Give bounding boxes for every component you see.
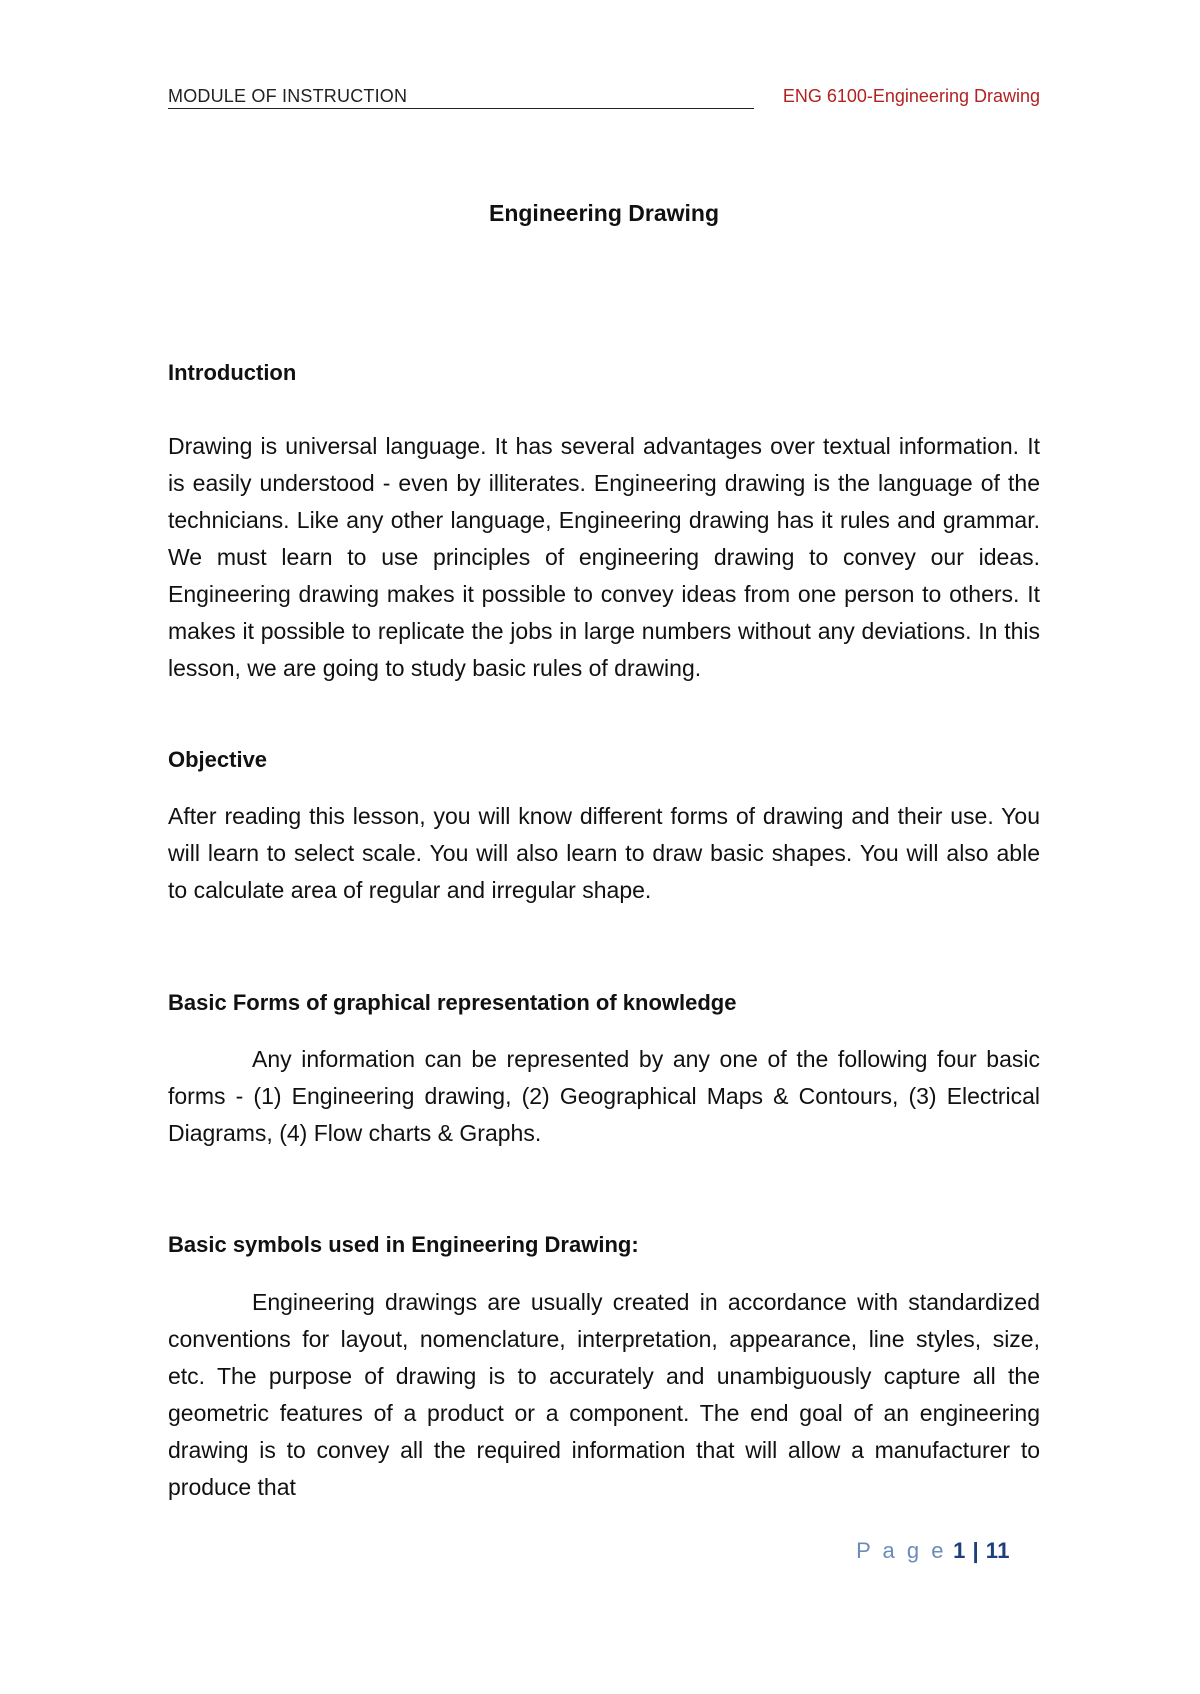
basic-symbols-heading: Basic symbols used in Engineering Drawing: [168, 1232, 639, 1257]
total-pages: 11 [985, 1538, 1010, 1563]
introduction-heading: Introduction [168, 360, 297, 385]
page-header [168, 86, 1040, 112]
header-rule [168, 108, 754, 109]
objective-heading: Objective [168, 747, 268, 772]
basic-forms-heading: Basic Forms of graphical representation of knowledge [168, 990, 737, 1015]
basic-symbols-paragraph: Engineering drawings are usually created in accordance with standardized conventions for layout, nomenclature, interpretation, appearance, line styles, size, etc. The purpose of drawing is to accurately and unambiguously capture all the geometric features of a product or a component. The end goal of an engineering drawing is to convey all the required information that will allow a manufacturer to produce that [168, 1289, 1040, 1500]
introduction-paragraph: Drawing is universal language. It has several advantages over textual information. It is easily understood - even by illiterates. Engineering drawing is the language of the technicians. Like any other language, Engineering drawing has it rules and grammar. We must learn to use principles of engineering drawing to convey our ideas. Engineering drawing makes it possible to convey ideas from one person to others. It makes it possible to replicate the jobs in large numbers without any deviations. In this lesson, we are going to study basic rules of drawing. [168, 433, 1040, 681]
page-label: P a g e [856, 1538, 947, 1563]
objective-paragraph: After reading this lesson, you will know different forms of drawing and their use. You will learn to select scale. You will also learn to draw basic shapes. You will also able to calculate area of regular and irregular shape. [168, 803, 1040, 903]
page-separator: | [972, 1538, 980, 1563]
page-number-footer [856, 1538, 1010, 1564]
current-page: 1 [953, 1538, 966, 1563]
document-title: Engineering Drawing [488, 200, 720, 226]
basic-forms-paragraph: Any information can be represented by any one of the following four basic forms - (1) Engineering drawing, (2) Geographical Maps & Contours, (3) Electrical Diagrams, (4) Flow charts & Graphs. [168, 1046, 1040, 1146]
course-label: ENG 6100-Engineering Drawing [782, 86, 1040, 106]
module-label: MODULE OF INSTRUCTION [168, 86, 408, 106]
